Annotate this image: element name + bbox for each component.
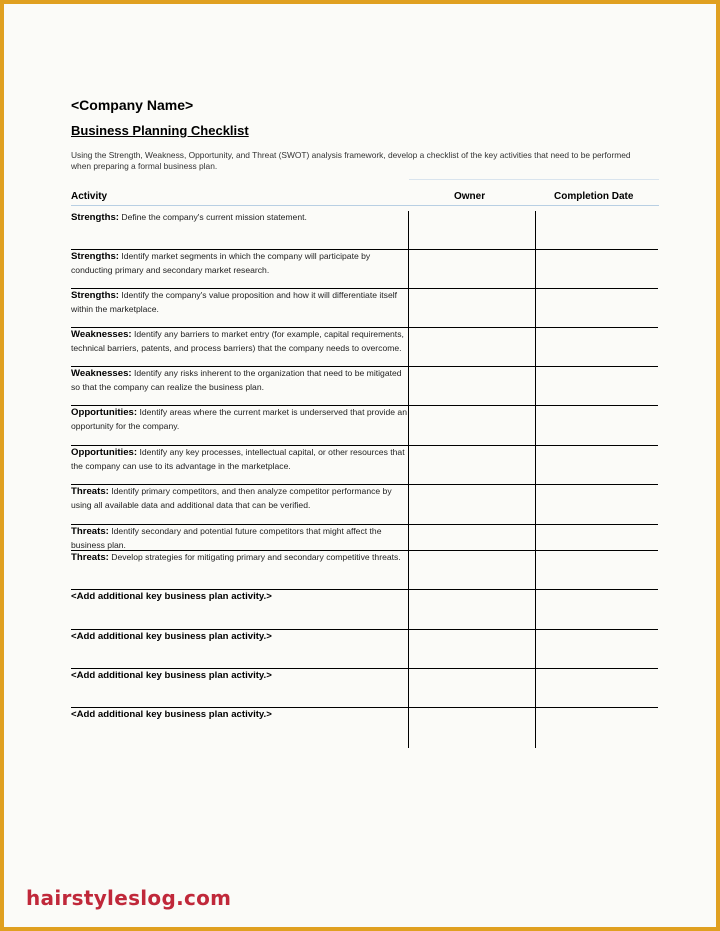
- activity-cell: [71, 328, 408, 354]
- activity-cell: [71, 446, 408, 472]
- activity-cell: [71, 485, 408, 511]
- table-row: [71, 249, 658, 289]
- activity-category: Strengths:: [71, 251, 119, 262]
- activity-cell: [71, 630, 408, 644]
- table-row: [71, 629, 658, 669]
- header-top-rule: [409, 179, 659, 180]
- activity-text: Define the company's current mission statement.: [121, 212, 307, 222]
- activity-category: Weaknesses:: [71, 368, 132, 379]
- activity-category: Strengths:: [71, 290, 119, 301]
- table-row: [71, 550, 658, 590]
- placeholder-activity: <Add additional key business plan activity.>: [71, 631, 272, 642]
- activity-category: Threats:: [71, 486, 109, 497]
- activity-text: Identify primary competitors, and then analyze competitor performance by using all available data and additional data that can be verified.: [71, 486, 392, 510]
- table-row: [71, 405, 658, 446]
- table-row: [71, 327, 658, 367]
- activity-cell: [71, 250, 408, 276]
- activity-text: Identify market segments in which the company will participate by conducting primary and secondary market research.: [71, 251, 371, 275]
- activity-text: Identify any barriers to market entry (for example, capital requirements, technical barriers, patents, and process barriers) that the company needs to overcome.: [71, 329, 404, 353]
- activity-text: Identify areas where the current market is underserved that provide an opportunity for the company.: [71, 407, 407, 431]
- activity-category: Strengths:: [71, 212, 119, 223]
- activity-cell: [71, 525, 408, 551]
- activity-category: Threats:: [71, 526, 109, 537]
- activity-cell: [71, 551, 408, 565]
- activity-category: Threats:: [71, 552, 109, 563]
- table-row: [71, 366, 658, 406]
- column-divider-completion: [535, 211, 536, 748]
- activity-category: Weaknesses:: [71, 329, 132, 340]
- table-row: [71, 524, 658, 551]
- header-rule: [71, 205, 659, 206]
- activity-category: Opportunities:: [71, 407, 138, 418]
- table-row: [71, 707, 658, 747]
- table-row: [71, 288, 658, 328]
- activity-cell: [71, 669, 408, 683]
- table-row: [71, 668, 658, 708]
- activity-category: Opportunities:: [71, 447, 138, 458]
- table-row: [71, 210, 658, 250]
- placeholder-activity: <Add additional key business plan activity.>: [71, 670, 272, 681]
- column-header-activity: Activity: [71, 191, 108, 202]
- activity-text: Identify any key processes, intellectual capital, or other resources that the company can use to its advantage in the marketplace.: [71, 447, 405, 471]
- placeholder-activity: <Add additional key business plan activity.>: [71, 591, 272, 602]
- activity-cell: [71, 211, 408, 225]
- activity-cell: [71, 708, 408, 722]
- company-name: <Company Name>: [71, 97, 194, 113]
- activity-cell: [71, 590, 408, 604]
- activity-text: Identify secondary and potential future competitors that might affect the business plan.: [71, 526, 382, 550]
- table-row: [71, 445, 658, 485]
- table-row: [71, 589, 658, 630]
- activity-cell: [71, 367, 408, 393]
- activity-text: Develop strategies for mitigating primary and secondary competitive threats.: [111, 552, 401, 562]
- activity-text: Identify the company's value proposition and how it will differentiate itself within the marketplace.: [71, 290, 398, 314]
- watermark-text: hairstyleslog.com: [26, 886, 232, 910]
- activity-text: Identify any risks inherent to the organization that need to be mitigated so that the company can realize the business plan.: [71, 368, 402, 392]
- intro-paragraph: Using the Strength, Weakness, Opportunity, and Threat (SWOT) analysis framework, develop a checklist of the key activities that need to be performed when preparing a formal business plan.: [71, 150, 631, 171]
- page-title: Business Planning Checklist: [71, 123, 249, 138]
- activity-cell: [71, 289, 408, 315]
- column-header-completion-date: Completion Date: [554, 191, 634, 202]
- column-divider-owner: [408, 211, 409, 748]
- placeholder-activity: <Add additional key business plan activity.>: [71, 709, 272, 720]
- column-header-owner: Owner: [454, 191, 486, 202]
- activity-cell: [71, 406, 408, 432]
- table-row: [71, 484, 658, 525]
